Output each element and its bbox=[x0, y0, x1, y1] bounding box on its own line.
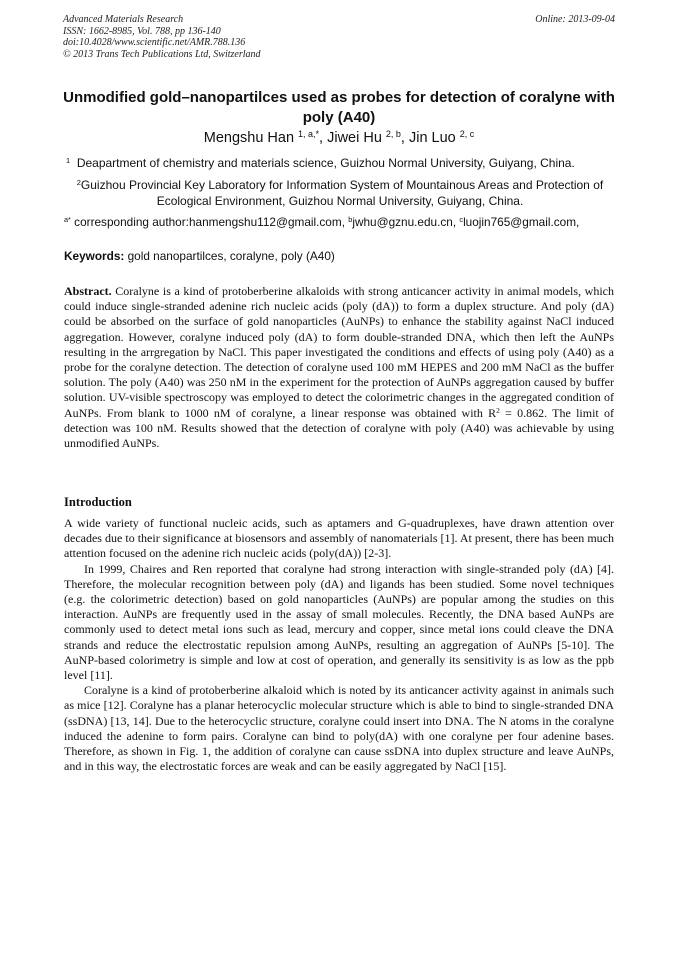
email-c[interactable]: luojin765@gmail.com, bbox=[463, 215, 580, 229]
affiliation-number: 1 bbox=[66, 155, 71, 165]
journal-copyright: © 2013 Trans Tech Publications Ltd, Switzerland bbox=[63, 48, 261, 60]
paper-title: Unmodified gold–nanopartilces used as probes for detection of coralyne with poly (A40) bbox=[63, 89, 615, 126]
abstract-superscript: 2 bbox=[496, 405, 500, 415]
author-separator: , bbox=[400, 130, 409, 146]
author-affiliation-mark: 1, a,* bbox=[298, 129, 320, 140]
keywords-text: gold nanopartilces, coralyne, poly (A40) bbox=[124, 249, 335, 263]
abstract-text-end: = 0.862. The limit of detection was 100 nM. Results showed that the detection of coralyne with poly (A40) was achievable by using unmodified AuNPs. bbox=[64, 405, 614, 451]
section-heading-introduction: Introduction bbox=[64, 495, 132, 509]
journal-issn: ISSN: 1662-8985, Vol. 788, pp 136-140 bbox=[63, 25, 221, 37]
author-affiliation-mark: 2, c bbox=[459, 129, 475, 140]
author-list bbox=[50, 128, 628, 148]
email-line bbox=[64, 215, 624, 231]
introduction-body bbox=[64, 516, 614, 774]
journal-name: Advanced Materials Research bbox=[63, 14, 184, 25]
keywords-line bbox=[64, 249, 335, 265]
email-mark: b bbox=[348, 214, 353, 224]
affiliation-text: Guizhou Provincial Key Laboratory for Information System of Mountainous Areas and Protection of Ecological Environment, Guizhou Normal University, Guiyang, China. bbox=[80, 178, 604, 208]
abstract-text: Coralyne is a kind of protoberberine alkaloids with strong anticancer activity in animal models, which could induce single-stranded adenine rich nucleic acids (poly (dA)) to form a duplex structure. And poly (dA) could be absorbed on the surface of gold nanoparticles (AuNPs) to enhance the stability against NaCl induced aggregation. However, coralyne induced poly (dA) to form double-stranded DNA, which then left the AuNPs resulting in the arrgregation by NaCl. This paper investigated the conditions and effects of using poly (A40) as a probe for the coralyne detection. The detection of coralyne used 100 mM HEPES and 200 mM NaCl as the buffer solution. The poly (A40) was 250 nM in the experiment for the protection of AuNPs aggregation caused by buffer solution. UV-visible spectroscopy was employed to detect the colorimetric changes in the aggregated condition of AuNPs. From blank to 1000 nM of coralyne, a linear response was obtained with R bbox=[64, 284, 614, 420]
author-name: Jiwei Hu bbox=[327, 130, 382, 146]
keywords-label: Keywords: bbox=[64, 249, 125, 263]
author-affiliation-mark: 2, b bbox=[385, 129, 401, 140]
email-mark: c bbox=[459, 214, 464, 224]
author-name: Jin Luo bbox=[408, 130, 456, 146]
author-name: Mengshu Han bbox=[203, 130, 295, 146]
affiliation-text: Deapartment of chemistry and materials science, Guizhou Normal University, Guiyang, China. bbox=[76, 156, 575, 170]
journal-header bbox=[63, 14, 261, 60]
email-mark: a* bbox=[64, 214, 71, 224]
online-date: Online: 2013-09-04 bbox=[535, 14, 615, 25]
paragraph: Coralyne is a kind of protoberberine alkaloid which is noted by its anticancer activity against in animals such as mice [12]. Coralyne has a planar heterocyclic molecular structure which is able to bind to single-stranded DNA (ssDNA) [13, 14]. Due to the heterocyclic structure, coralyne could insert into DNA. The N atoms in the coralyne induced the adenine to form pairs. Coralyne can bind to poly(dA) with one coralyne per four adenine bases. Therefore, as shown in Fig. 1, the addition of coralyne can cause ssDNA into duplex structure and leave AuNPs, and in this way, the electrostatic forces are weak and can be easily aggregated by NaCl [15]. bbox=[64, 683, 614, 774]
email-a[interactable]: corresponding author:hanmengshu112@gmail.com, bbox=[70, 215, 349, 229]
affiliation-1 bbox=[66, 156, 626, 172]
paragraph: In 1999, Chaires and Ren reported that coralyne had strong interaction with single-stranded poly (dA) [4]. Therefore, the molecular recognition between poly (dA) and ligands has been studied. Some novel techniques (e.g. the colorimetric detection) based on gold nanoparticles (AuNPs) are popular among the studies on this interaction. AuNPs are frequently used in the assay of small molecules. Recently, the DNA based AuNPs are commonly used to detect metal ions such as lead, mercury and copper, since metal ions could cleave the DNA strands and reduce the electrostatic repulsion among AuNPs, resulting an aggregation of AuNPs [5-10]. The AuNP-based colorimetry is simple and low at cost of operation, and generally its sensitivity is as low as the ppb level [11]. bbox=[64, 561, 614, 683]
affiliation-2 bbox=[64, 178, 616, 209]
author-separator: , bbox=[319, 130, 328, 146]
abstract-label: Abstract. bbox=[64, 284, 112, 298]
paragraph: A wide variety of functional nucleic acids, such as aptamers and G-quadruplexes, have drawn attention over decades due to their significance at biosensors and assembly of nanomaterials [1]. At present, there has been much attention focused on the adenine rich nucleic acids (poly(dA)) [2-3]. bbox=[64, 516, 614, 561]
journal-doi[interactable]: doi:10.4028/www.scientific.net/AMR.788.136 bbox=[63, 37, 246, 48]
email-b[interactable]: jwhu@gznu.edu.cn, bbox=[352, 215, 460, 229]
abstract-paragraph bbox=[64, 284, 614, 451]
affiliation-number: 2 bbox=[76, 177, 81, 187]
